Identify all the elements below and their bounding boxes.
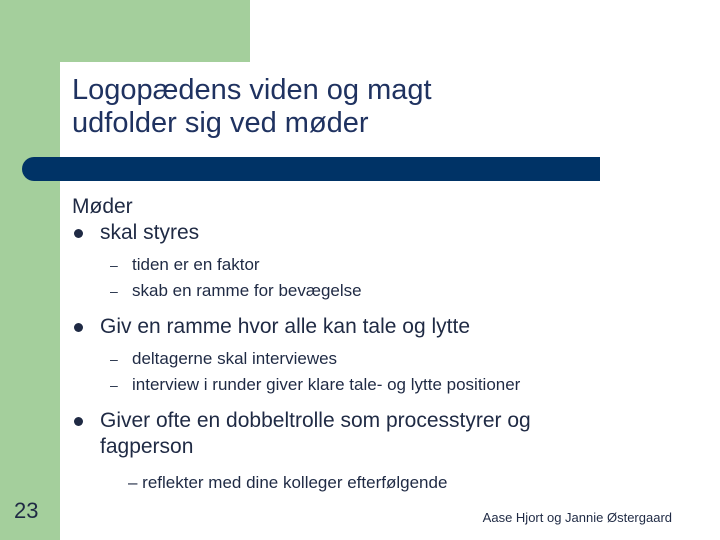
bullet-dot-icon [74, 417, 83, 426]
dash-icon: – [110, 283, 118, 299]
sub-bullet-text: deltagerne skal interviewes [132, 349, 338, 368]
title-underline-bar [22, 157, 600, 181]
extra-note: – reflekter med dine kolleger efterfølgende [128, 473, 448, 492]
sub-bullet [72, 372, 692, 398]
bullet-text: skal styres [100, 221, 200, 244]
sub-bullet [72, 278, 692, 304]
dash-icon: – [110, 351, 118, 367]
page-number: 23 [14, 498, 39, 523]
sub-bullet [72, 252, 692, 278]
bullet-1 [72, 220, 692, 246]
dash-icon: – [110, 257, 118, 273]
bullet-text-line-1: Giver ofte en dobbeltrolle som processtyrer og [100, 409, 531, 432]
bullet-text: Giv en ramme hvor alle kan tale og lytte [100, 315, 471, 338]
slide-body [72, 194, 692, 494]
sub-bullet [72, 346, 692, 372]
sub-bullet-text: skab en ramme for bevægelse [132, 281, 362, 300]
decorative-green-sidebar [0, 0, 60, 540]
slide-title [72, 74, 632, 140]
bullet-2 [72, 314, 692, 340]
sub-list-1 [72, 252, 692, 304]
bullet-dot-icon [74, 229, 83, 238]
footer-authors: Aase Hjort og Jannie Østergaard [482, 510, 672, 525]
dash-icon: – [110, 377, 118, 393]
decorative-green-top-block [60, 0, 250, 62]
sub-list-2 [72, 346, 692, 398]
section-heading: Møder [72, 195, 133, 218]
bullet-dot-icon [74, 323, 83, 332]
bullet-3 [72, 408, 692, 460]
bullet-text-line-2: fagperson [100, 435, 194, 458]
title-line-2: udfolder sig ved møder [72, 107, 369, 139]
sub-bullet-text: tiden er en faktor [132, 255, 260, 274]
title-line-1: Logopædens viden og magt [72, 74, 432, 106]
sub-bullet-text: interview i runder giver klare tale- og lytte positioner [132, 375, 521, 394]
